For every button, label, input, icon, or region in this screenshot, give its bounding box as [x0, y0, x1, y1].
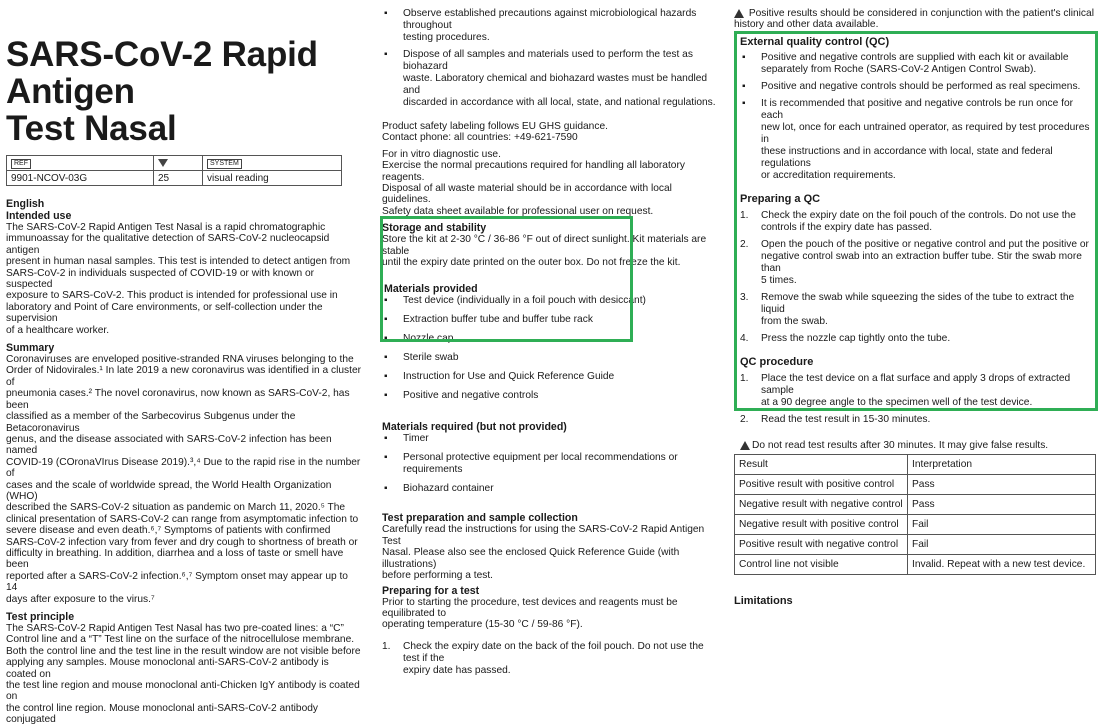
document-title	[6, 36, 362, 147]
text-line: Exercise the normal precautions required for handling all laboratory reagents.	[382, 160, 685, 183]
qc-procedure-steps	[740, 373, 1092, 426]
step-line: Check the expiry date on the back of the foil pouch. Do not use the test if the	[403, 640, 704, 664]
test-preparation-heading: Test preparation and sample collection	[382, 512, 578, 525]
list-item	[382, 49, 720, 109]
step-number: 1.	[740, 210, 749, 221]
table-header-result: Result	[735, 455, 908, 475]
text-line: SARS-CoV-2 infection vary from fever and dry cough to shortness of breath or	[6, 536, 358, 548]
safety-text	[382, 121, 720, 132]
text-line: Contact phone: all countries: +49-621-7590	[382, 132, 578, 144]
step-line: Read the test result in 15-30 minutes.	[761, 414, 931, 425]
preparing-qc-steps	[740, 210, 1092, 345]
list-item-line: Positive and negative controls are supplied with each kit or available	[761, 52, 1069, 63]
text-line: Safety data sheet available for professional user on request.	[382, 205, 654, 217]
list-item-line: Positive and negative controls should be performed as real specimens.	[761, 81, 1081, 92]
materials-required-heading: Materials required (but not provided)	[382, 421, 567, 434]
warning-text: Do not read test results after 30 minutes. It may give false results.	[752, 440, 1049, 451]
list-item-line: discarded in accordance with all local, state, and national regulations.	[403, 97, 716, 108]
step-item	[740, 333, 1092, 345]
text-line: reported after a SARS-CoV-2 infection.⁶,⁷ Symptom onset may appear up to 14	[6, 570, 348, 594]
text-line: described the SARS-CoV-2 situation as pandemic on March 11, 2020.⁵ The	[6, 502, 346, 514]
text-line: applying any samples. Mouse monoclonal anti-SARS-CoV-2 antibody is coated on	[6, 657, 329, 680]
ref-label: REF	[11, 159, 31, 169]
preparing-qc-heading: Preparing a QC	[740, 193, 821, 205]
materials-provided-heading: Materials provided	[384, 283, 478, 296]
table-cell-interpretation: Invalid. Repeat with a new test device.	[908, 555, 1096, 575]
title-line-1: SARS-CoV-2 Rapid Antigen	[6, 35, 318, 111]
text-line: For in vitro diagnostic use.	[382, 148, 501, 160]
text-line: laboratory and Point of Care environments, or self-collection under the supervision	[6, 301, 323, 325]
list-item-line: new lot, once for each untrained operator, as required by test procedures in	[761, 122, 1090, 145]
table-cell-result: Positive result with negative control	[735, 535, 908, 555]
step-line: expiry date has passed.	[403, 664, 511, 676]
step-number: 1.	[740, 373, 749, 384]
list-item	[740, 98, 1092, 182]
text-line: of a healthcare worker.	[6, 324, 110, 336]
list-item-line: testing procedures.	[403, 32, 490, 43]
list-item-line: or accreditation requirements.	[761, 170, 896, 181]
step-number: 3.	[740, 292, 749, 303]
test-preparation-text	[382, 524, 720, 581]
step-item	[740, 373, 1092, 409]
list-item	[740, 52, 1092, 76]
list-item	[740, 81, 1092, 93]
contents-count-icon	[158, 159, 168, 167]
test-principle-heading: Test principle	[6, 611, 75, 623]
table-cell-interpretation: Fail	[908, 515, 1096, 535]
step-item	[740, 239, 1092, 287]
preparing-test-heading: Preparing for a test	[382, 584, 480, 597]
step-number: 2.	[740, 239, 749, 250]
note-line-2: history and other data available.	[734, 19, 879, 30]
text-line: Coronaviruses are enveloped positive-stranded RNA viruses belonging to the	[6, 354, 354, 366]
list-item-line: these instructions and in accordance with local, state and federal regulations	[761, 146, 1053, 169]
column-left	[6, 0, 362, 726]
step-line: 5 times.	[761, 275, 797, 286]
language-heading: English	[6, 198, 45, 210]
intended-use-heading: Intended use	[6, 210, 72, 222]
summary-heading: Summary	[6, 342, 55, 355]
precautions-list	[382, 8, 720, 109]
table-header-row	[735, 455, 1096, 475]
step-item	[740, 414, 1092, 426]
text-line: immunoassay for the qualitative detection of SARS-CoV-2 nucleocapsid antigen	[6, 233, 330, 256]
text-line: before performing a test.	[382, 570, 493, 582]
column-right	[734, 0, 1098, 608]
summary-text	[6, 354, 362, 605]
text-line: genus, and the disease associated with SARS-CoV-2 infection has been named	[6, 433, 332, 457]
qc-procedure-heading: QC procedure	[740, 356, 814, 368]
text-line: Both the control line and the test line in the result window are not visible before	[6, 645, 361, 657]
text-line: Store the kit at 2-30 °C / 36-86 °F out of direct sunlight. Kit materials are stable	[382, 234, 707, 257]
preparing-test-steps	[382, 641, 720, 677]
preparing-test-text	[382, 597, 720, 631]
table-cell-interpretation: Pass	[908, 495, 1096, 515]
text-line: clinical presentation of SARS-CoV-2 can range from asymptomatic infection to	[6, 513, 359, 525]
text-line: The SARS-CoV-2 Rapid Antigen Test Nasal is a rapid chromatographic	[6, 222, 326, 233]
step-line: Open the pouch of the positive or negative control and put the positive or	[761, 239, 1089, 250]
text-line: pneumonia cases.² The novel coronavirus, now known as SARS-CoV-2, has been	[6, 388, 350, 411]
external-qc-list	[740, 52, 1092, 182]
text-line: The SARS-CoV-2 Rapid Antigen Test Nasal has two pre-coated lines: a “C”	[6, 623, 344, 634]
count-value: 25	[154, 171, 203, 186]
text-line: operating temperature (15-30 °C / 59-86 °F).	[382, 619, 583, 631]
text-line: Carefully read the instructions for using the SARS-CoV-2 Rapid Antigen Test	[382, 524, 705, 547]
contact-text	[382, 132, 720, 143]
list-item: ▪ Extraction buffer tube and buffer tube rack	[382, 314, 720, 326]
table-row	[735, 495, 1096, 515]
text-line: Order of Nidovirales.¹ In late 2019 a new coronavirus was identified in a cluster of	[6, 365, 362, 388]
text-line: days after exposure to the virus.⁷	[6, 593, 155, 605]
step-line: Check the expiry date on the foil pouch of the controls. Do not use the	[761, 210, 1076, 221]
list-item-line: It is recommended that positive and negative controls be run once for each	[761, 98, 1074, 121]
text-line: COVID-19 (COronaVIrus Disease 2019).³,⁴ Due to the rapid rise in the number of	[6, 456, 361, 480]
text-line: exposure to SARS-CoV-2. This product is intended for professional use in	[6, 290, 338, 302]
table-row	[735, 535, 1096, 555]
text-line: present in human nasal samples. This test is intended to detect antigen from	[6, 256, 351, 268]
table-row	[735, 515, 1096, 535]
table-row	[735, 555, 1096, 575]
list-item	[382, 483, 720, 495]
step-item	[740, 292, 1092, 328]
text-line: Nasal. Please also see the enclosed Quick Reference Guide (with illustrations)	[382, 547, 680, 570]
step-line: Press the nozzle cap tightly onto the tube.	[761, 333, 951, 344]
step-line: Place the test device on a flat surface and apply 3 drops of extracted sample	[761, 373, 1071, 396]
text-line: the control line region. Mouse monoclonal anti-SARS-CoV-2 antibody conjugated	[6, 702, 319, 726]
step-item	[382, 641, 720, 677]
table-cell-interpretation: Fail	[908, 535, 1096, 555]
list-item: ▪ Test device (individually in a foil pouch with desiccant)	[382, 295, 720, 307]
step-number: 1.	[382, 640, 391, 652]
warning-icon	[740, 441, 750, 450]
reference-table	[6, 155, 342, 186]
step-number: 4.	[740, 333, 749, 344]
list-item	[382, 452, 720, 476]
list-item: ▪ Sterile swab	[382, 352, 720, 364]
text-line: difficulty in breathing. In addition, diarrhea and a loss of taste or smell have been	[6, 547, 344, 571]
text-line: until the expiry date printed on the outer box. Do not freeze the kit.	[382, 257, 681, 269]
materials-required-list	[382, 433, 720, 495]
step-line: at a 90 degree angle to the specimen well of the test device.	[761, 397, 1033, 408]
text-line: cases and the scale of worldwide spread, the World Health Organization (WHO)	[6, 479, 332, 502]
text-line: Disposal of all waste material should be in accordance with local guidelines.	[382, 183, 672, 206]
limitations-heading: Limitations	[734, 595, 793, 607]
text-line: classified as a member of the Sarbecovirus Subgenus under the Betacoronavirus	[6, 411, 296, 434]
step-number: 2.	[740, 414, 749, 425]
ivd-text	[382, 149, 720, 217]
table-cell-result: Negative result with negative control	[735, 495, 908, 515]
qc-interpretation-table	[734, 454, 1096, 575]
list-item	[382, 433, 720, 445]
ref-value: 9901-NCOV-03G	[7, 171, 154, 186]
step-line: Remove the swab while squeezing the sides of the tube to extract the liquid	[761, 292, 1075, 315]
table-cell-result: Positive result with positive control	[735, 475, 908, 495]
table-row	[735, 475, 1096, 495]
list-item-line: Biohazard container	[403, 483, 494, 495]
list-item-line: Dispose of all samples and materials used to perform the test as biohazard	[403, 49, 693, 72]
step-line: negative control swab into an extraction buffer tube. Stir the swab more than	[761, 251, 1082, 274]
system-label: SYSTEM	[207, 159, 242, 169]
text-line: severe disease and even death.⁶,⁷ Symptoms of patients with confirmed	[6, 525, 331, 537]
list-item: ▪ Nozzle cap	[382, 333, 720, 345]
read-time-warning	[740, 440, 1092, 452]
text-line: SARS-CoV-2 in individuals suspected of COVID-19 or with known or suspected	[6, 267, 315, 291]
list-item: ▪ Positive and negative controls	[382, 390, 720, 402]
table-cell-result: Negative result with positive control	[735, 515, 908, 535]
table-cell-result: Control line not visible	[735, 555, 908, 575]
list-item-line: separately from Roche (SARS-CoV-2 Antigen Control Swab).	[761, 64, 1037, 75]
list-item	[382, 8, 720, 44]
text-line: the test line region and mouse monoclonal anti-Chicken IgY antibody is coated on	[6, 680, 360, 703]
external-qc-heading: External quality control (QC)	[740, 36, 890, 48]
list-item-line: waste. Laboratory chemical and biohazard wastes must be handled and	[403, 73, 708, 96]
step-item	[740, 210, 1092, 234]
list-item-line: Observe established precautions against microbiological hazards throughout	[403, 8, 697, 31]
warning-icon	[734, 9, 744, 18]
test-principle-text	[6, 623, 362, 726]
table-cell-interpretation: Pass	[908, 475, 1096, 495]
intended-use-text	[6, 222, 362, 336]
positive-results-note	[734, 8, 1098, 30]
step-line: controls if the expiry date has passed.	[761, 222, 933, 233]
system-value: visual reading	[203, 171, 342, 186]
table-header-interpretation: Interpretation	[908, 455, 1096, 475]
step-line: from the swab.	[761, 316, 828, 327]
materials-provided-highlight	[380, 216, 633, 342]
text-line: Control line and a “T” Test line on the surface of the nitrocellulose membrane.	[6, 634, 355, 646]
text-line: Prior to starting the procedure, test devices and reagents must be equilibrated to	[382, 596, 678, 619]
title-line-2: Test Nasal	[6, 109, 177, 148]
list-item-line: Timer	[403, 433, 429, 445]
note-line-1: Positive results should be considered in conjunction with the patient's clinical	[748, 8, 1094, 19]
list-item-line: Personal protective equipment per local recommendations or requirements	[403, 452, 678, 476]
storage-heading: Storage and stability	[382, 222, 487, 235]
list-item: ▪ Instruction for Use and Quick Reference Guide	[382, 371, 720, 383]
text-line: Product safety labeling follows EU GHS guidance.	[382, 121, 608, 132]
